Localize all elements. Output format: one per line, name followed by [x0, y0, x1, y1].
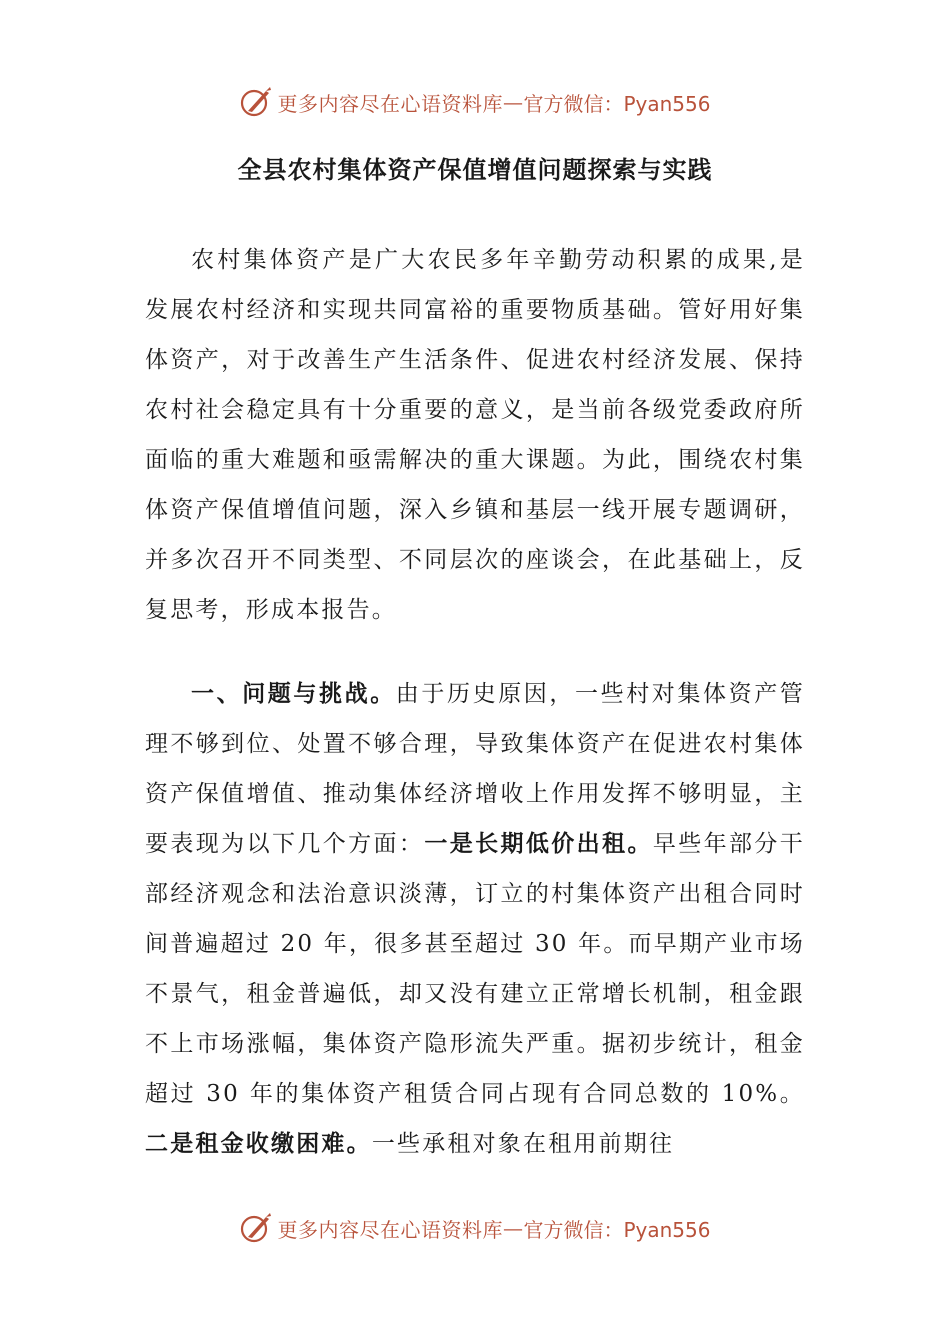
banner-dash: — — [502, 1216, 524, 1240]
text-run: 由于历史原因，一些村对集体资产管理不够到位、处置不够合理，导致集体资产在促进农村集体资产保值增值、推动集体经济增收上作用发挥不够明显，主要表现为以下几个方面： — [145, 681, 805, 857]
bold-heading-run: 二是租金收缴困难。 — [145, 1130, 372, 1157]
banner-wechat-text: 官方微信：Pyan556 — [523, 1217, 711, 1242]
banner-dash: — — [502, 90, 524, 114]
body-paragraph — [145, 669, 805, 1169]
document-title: 全县农村集体资产保值增值问题探索与实践 — [237, 155, 713, 184]
body-paragraph — [145, 235, 805, 635]
banner-brand-text: 更多内容尽在心语资料库 — [277, 1217, 503, 1242]
banner-wechat-text: 官方微信：Pyan556 — [523, 91, 711, 116]
quill-circle-icon — [239, 85, 273, 119]
text-run: 农村集体资产是广大农民多年辛勤劳动积累的成果,是发展农村经济和实现共同富裕的重要物质基础。管好用好集体资产，对于改善生产生活条件、促进农村经济发展、保持农村社会稳定具有十分重要的意义，是当前各级党委政府所面临的重大难题和亟需解决的重大课题。为此，围绕农村集体资产保值增值问题，深入乡镇和基层一线开展专题调研，并多次召开不同类型、不同层次的座谈会，在此基础上，反复思考，形成本报告。 — [145, 247, 805, 623]
header-watermark — [0, 82, 950, 122]
document-body — [145, 235, 805, 1169]
text-run: 早些年部分干部经济观念和法治意识淡薄，订立的村集体资产出租合同时间普遍超过 20 年，很多甚至超过 30 年。而早期产业市场不景气，租金普遍低，却又没有建立正常增长机制，租金跟不上市场涨幅，集体资产隐形流失严重。据初步统计，租金超过 30 年的集体资产租赁合同占现有合同总数的 10%。 — [145, 831, 806, 1107]
footer-watermark — [0, 1208, 950, 1248]
banner-brand-text: 更多内容尽在心语资料库 — [277, 91, 503, 116]
quill-circle-icon — [239, 1211, 273, 1245]
bold-heading-run: 一是长期低价出租。 — [424, 830, 653, 857]
text-run: 一些承租对象在租用前期往 — [371, 1131, 675, 1157]
bold-heading-run: 一、问题与挑战。 — [191, 680, 396, 707]
